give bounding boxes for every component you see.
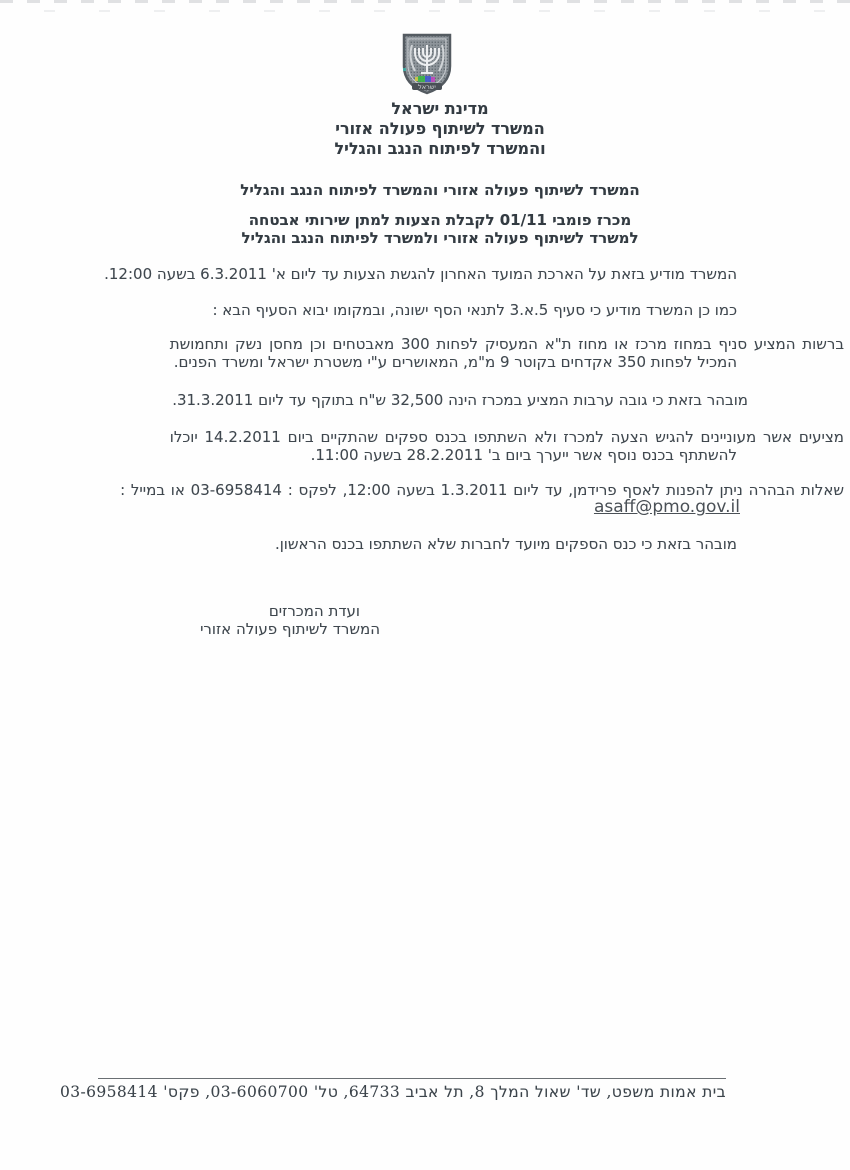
email-link[interactable]: asaff@pmo.gov.il bbox=[593, 497, 740, 517]
body-line-clarification-questions: שאלות הבהרה ניתן להפנות לאסף פרידמן, עד ליום 1.3.2011 בשעה 12:00, לפקס : 03-6958414 או במייל : bbox=[120, 481, 844, 499]
body-line-guarantee: מובהר בזאת כי גובה ערבות המציע במכרז הינה 32,500 ש"ח בתוקף עד ליום 31.3.2011. bbox=[172, 391, 748, 409]
body-line-branch-requirement-2: המכיל לפחות 350 אקדחים בקוטר 9 מ"מ, המאושרים ע"י משטרת ישראל ומשרד הפנים. bbox=[173, 353, 737, 371]
body-line-suppliers-conference-2: להשתתף בכנס נוסף אשר ייערך ביום ב' 28.2.2011 בשעה 11:00. bbox=[310, 446, 737, 464]
header-line-ministry-2: והמשרד לפיתוח הנגב והגליל bbox=[334, 139, 546, 158]
scan-artifact-top bbox=[0, 0, 850, 3]
body-line-suppliers-conference-1: מציעים אשר מעוניינים להגיש הצעה למכרז ולא השתתפו בכנס ספקים שהתקיים ביום 14.2.2011 יוכלו bbox=[169, 428, 844, 446]
body-line-conference-note: מובהר בזאת כי כנס הספקים מיועד לחברות שלא השתתפו בכנס הראשון. bbox=[274, 535, 737, 553]
body-line-branch-requirement-1: ברשות המציע סניף במחוז מרכז או מחוז ת"א המעסיק לפחות 300 מאבטחים וכן מחסן נשק ותחמושת bbox=[169, 335, 844, 353]
footer-address: בית אמות משפט, שד' שאול המלך 8, תל אביב 64733, טל' 03-6060700, פקס' 03-6958414 bbox=[59, 1083, 726, 1101]
scan-artifact-top-2 bbox=[0, 10, 850, 12]
body-line-deadline-extension: המשרד מודיע בזאת על הארכת המועד האחרון להגשת הצעות עד ליום א' 6.3.2011 בשעה 12:00. bbox=[104, 265, 737, 283]
header-line-ministry-1: המשרד לשיתוף פעולה אזורי bbox=[335, 119, 545, 138]
body-line-clause-change: כמו כן המשרד מודיע כי סעיף 5.א.3 לתנאי הסף ישונה, ובמקומו יבוא הסעיף הבא : bbox=[212, 301, 737, 319]
subject-line: המשרד לשיתוף פעולה אזורי והמשרד לפיתוח הנגב והגליל bbox=[240, 181, 640, 199]
tender-title-line-1: מכרז פומבי 01/11 לקבלת הצעות למתן שירותי אבטחה bbox=[248, 211, 632, 229]
header-line-state: מדינת ישראל bbox=[391, 99, 489, 118]
israel-state-emblem-icon bbox=[398, 32, 456, 96]
footer-divider bbox=[98, 1078, 726, 1079]
signature-line-ministry: המשרד לשיתוף פעולה אזורי bbox=[200, 620, 380, 638]
emblem-caption: ישראל bbox=[418, 83, 436, 91]
signature-line-committee: ועדת המכרזים bbox=[268, 602, 360, 620]
tender-title-line-2: למשרד לשיתוף פעולה אזורי ולמשרד לפיתוח הנגב והגליל bbox=[241, 229, 639, 247]
